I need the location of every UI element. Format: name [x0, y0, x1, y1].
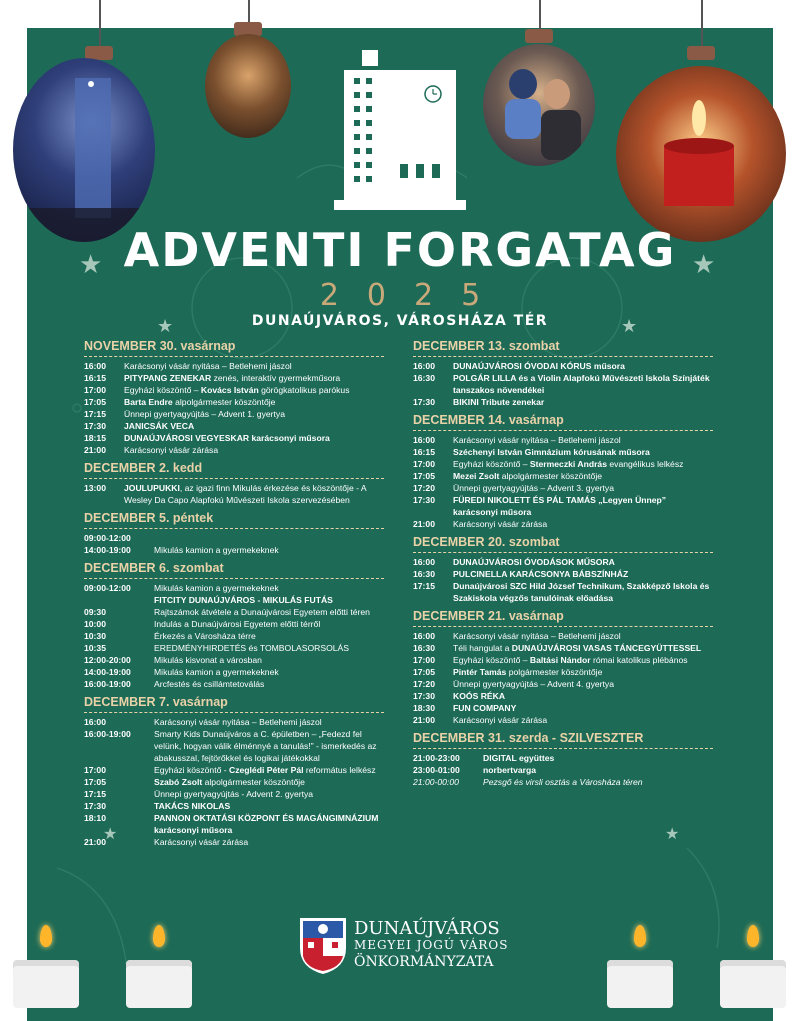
- row-time: 17:15: [84, 409, 106, 419]
- row-text-part: BIKINI Tribute zenekar: [453, 397, 545, 407]
- row-description: [154, 716, 384, 728]
- schedule-row: [413, 518, 713, 530]
- schedule-row: [84, 544, 384, 556]
- flame-icon: [634, 925, 646, 947]
- row-description: [154, 678, 384, 690]
- schedule-row: [84, 594, 384, 606]
- row-text-part: alpolgármester köszöntője: [202, 777, 305, 787]
- schedule-row: [84, 764, 384, 776]
- event-year: 2025: [319, 278, 509, 313]
- row-time: 16:30: [413, 569, 435, 579]
- ornament-string: [99, 0, 101, 52]
- candle-icon: [607, 960, 673, 1008]
- row-text-part: Mikulás kamion a gyermekeknek: [154, 583, 279, 593]
- row-description: [154, 594, 384, 606]
- row-description: [124, 444, 384, 456]
- row-time: 17:20: [413, 483, 435, 493]
- row-time: 17:05: [413, 667, 435, 677]
- schedule-row: [413, 580, 713, 604]
- schedule-row: [413, 396, 713, 408]
- ornament-photo-candle: [616, 66, 786, 242]
- row-description: [124, 384, 384, 396]
- schedule-row: [413, 702, 713, 714]
- schedule-day: [84, 338, 384, 456]
- row-text-part: Karácsonyi vásár nyitása – Betlehemi jászol: [453, 435, 621, 445]
- row-description: [154, 532, 384, 544]
- row-text-part: Arcfestés és csillámtetoválás: [154, 679, 265, 689]
- schedule-row: [413, 752, 713, 764]
- day-heading: DECEMBER 20. szombat: [413, 534, 713, 553]
- row-time: 10:00: [84, 619, 106, 629]
- row-description: [124, 420, 384, 432]
- row-time: 17:00: [413, 655, 435, 665]
- schedule-row: [84, 482, 384, 506]
- schedule-row: [413, 642, 713, 654]
- schedule-row: [84, 532, 384, 544]
- day-heading: DECEMBER 7. vasárnap: [84, 694, 384, 713]
- row-text-part: Dunaújvárosi SZC Hild József Technikum, Szakképző Iskola és Szakiskola végzős tanulóinak előadása: [453, 581, 710, 603]
- tower-silhouette: [13, 58, 155, 242]
- event-subtitle: DUNAÚJVÁROS, VÁROSHÁZA TÉR: [251, 313, 549, 329]
- row-description: [124, 482, 384, 506]
- row-text-part: , az igazi finn Mikulás érkezése és köszöntője - A Wesley Da Capo Alapfokú Művészeti Iskola szervezésében: [124, 483, 367, 505]
- day-heading: DECEMBER 31. szerda - SZILVESZTER: [413, 730, 713, 749]
- row-description: [154, 764, 384, 776]
- row-text-part: PITYPANG ZENEKAR: [124, 373, 212, 383]
- schedule-row: [413, 666, 713, 678]
- row-time: 18:15: [84, 433, 106, 443]
- row-text-part: Czeglédi Péter Pál: [229, 765, 304, 775]
- row-text-part: PANNON OKTATÁSI KÖZPONT ÉS MAGÁNGIMNÁZIUM karácsonyi műsora: [154, 813, 379, 835]
- schedule-day: [413, 608, 713, 726]
- row-text-part: Baltási Nándor: [529, 655, 591, 665]
- row-description: [453, 568, 713, 580]
- row-description: [124, 432, 384, 444]
- event-title: ADVENTI FORGATAG: [123, 223, 677, 277]
- row-description: [453, 690, 713, 702]
- schedule-row: [413, 446, 713, 458]
- row-text-part: FÜREDI NIKOLETT ÉS PÁL TAMÁS „Legyen Ünnep” karácsonyi műsora: [453, 495, 667, 517]
- row-description: [154, 812, 384, 836]
- row-time: 16:30: [413, 373, 435, 383]
- row-time: 14:00-19:00: [84, 545, 131, 555]
- row-time: 21:00: [413, 715, 435, 725]
- schedule-row: [413, 494, 713, 518]
- row-description: [154, 654, 384, 666]
- row-text-part: Egyházi köszöntő –: [124, 385, 201, 395]
- schedule-row: [84, 836, 384, 848]
- row-description: [453, 678, 713, 690]
- row-text-part: DUNAÚJVÁROSI VASAS TÁNCEGYÜTTESSEL: [511, 643, 702, 653]
- row-description: [453, 360, 713, 372]
- row-time: 17:20: [413, 679, 435, 689]
- schedule-row: [413, 482, 713, 494]
- row-description: [124, 396, 384, 408]
- row-time: 09:00-12:00: [84, 533, 131, 543]
- row-time: 09:30: [84, 607, 106, 617]
- row-time: 17:00: [84, 385, 106, 395]
- schedule-row: [413, 654, 713, 666]
- row-text-part: Ünnepi gyertyagyújtás – Advent 4. gyertya: [453, 679, 614, 689]
- row-time: 17:30: [84, 421, 106, 431]
- row-description: [154, 582, 384, 594]
- row-time: 21:00: [84, 445, 106, 455]
- flame-icon: [153, 925, 165, 947]
- row-text-part: Mikulás kamion a gyermekeknek: [154, 545, 279, 555]
- schedule-row: [413, 372, 713, 396]
- row-text-part: TAKÁCS NIKOLAS: [154, 801, 231, 811]
- row-time: 17:05: [84, 777, 106, 787]
- row-text-part: Karácsonyi vásár zárása: [453, 715, 548, 725]
- schedule-row: [84, 788, 384, 800]
- row-description: [453, 458, 713, 470]
- schedule-row: [84, 618, 384, 630]
- flame-icon: [747, 925, 759, 947]
- day-heading: DECEMBER 2. kedd: [84, 460, 384, 479]
- row-time: 17:30: [413, 691, 435, 701]
- row-text-part: DUNAÚJVÁROSI VEGYESKAR karácsonyi műsora: [124, 433, 330, 443]
- row-text-part: Mikulás kamion a gyermekeknek: [154, 667, 279, 677]
- row-text-part: JANICSÁK VECA: [124, 421, 195, 431]
- row-description: [453, 396, 713, 408]
- schedule-row: [413, 434, 713, 446]
- row-time: 10:35: [84, 643, 106, 653]
- row-text-part: Kovács István: [200, 385, 259, 395]
- row-description: [453, 470, 713, 482]
- schedule-row: [84, 666, 384, 678]
- row-text-part: Egyházi köszöntő –: [453, 459, 530, 469]
- row-description: [154, 666, 384, 678]
- row-description: [453, 702, 713, 714]
- row-text-part: Széchenyi István Gimnázium kórusának műsora: [453, 447, 650, 457]
- ornament-photo-family: [483, 44, 595, 166]
- row-time: 16:00-19:00: [84, 679, 131, 689]
- row-time: 21:00: [84, 837, 106, 847]
- row-text-part: Karácsonyi vásár zárása: [453, 519, 548, 529]
- row-time: 16:00: [84, 717, 106, 727]
- row-time: 14:00-19:00: [84, 667, 131, 677]
- schedule-row: [84, 654, 384, 666]
- row-description: [453, 580, 713, 604]
- row-text-part: Ünnepi gyertyagyújtás – Advent 3. gyertya: [453, 483, 614, 493]
- row-description: [124, 408, 384, 420]
- row-description: [453, 372, 713, 396]
- schedule-row: [413, 556, 713, 568]
- schedule-row: [84, 630, 384, 642]
- row-time: 16:00-19:00: [84, 729, 131, 739]
- row-time: 21:00-23:00: [413, 753, 460, 763]
- row-text-part: Ünnepi gyertyagyújtás – Advent 1. gyertya: [124, 409, 285, 419]
- schedule-row: [84, 432, 384, 444]
- row-text-part: zenés, interaktív gyermekműsora: [211, 373, 341, 383]
- row-time: 16:30: [413, 643, 435, 653]
- row-description: [154, 630, 384, 642]
- schedule-day: [84, 560, 384, 690]
- star-icon: ★: [692, 250, 716, 280]
- schedule-row: [413, 568, 713, 580]
- schedule-day: [84, 460, 384, 506]
- star-icon: ★: [157, 316, 174, 337]
- row-text-part: EREDMÉNYHIRDETÉS és TOMBOLASORSOLÁS: [154, 643, 349, 653]
- row-text-part: Egyházi köszöntő –: [453, 655, 530, 665]
- row-text-part: alpolgármester köszöntője: [499, 471, 603, 481]
- schedule-row: [84, 642, 384, 654]
- row-time: 17:00: [413, 459, 435, 469]
- row-description: [453, 494, 713, 518]
- logo-line-3: ÖNKORMÁNYZATA: [354, 954, 494, 970]
- schedule-row: [84, 606, 384, 618]
- logo-text: [354, 920, 508, 971]
- row-text-part: Szabó Zsolt: [154, 777, 203, 787]
- schedule-row: [84, 716, 384, 728]
- schedule-day: [413, 412, 713, 530]
- row-time: 18:10: [84, 813, 106, 823]
- row-time: 17:15: [413, 581, 435, 591]
- row-time: 16:00: [413, 361, 435, 371]
- day-heading: DECEMBER 5. péntek: [84, 510, 384, 529]
- row-text-part: római katolikus plébános: [590, 655, 688, 665]
- schedule-row: [84, 372, 384, 384]
- row-text-part: KOÓS RÉKA: [453, 691, 506, 701]
- logo-line-1: DUNAÚJVÁROS: [354, 918, 500, 939]
- schedule-row: [413, 714, 713, 726]
- ornament-string: [701, 0, 703, 52]
- row-text-part: alpolgármester köszöntője: [172, 397, 276, 407]
- row-time: 21:00-00:00: [413, 777, 459, 787]
- row-description: [453, 434, 713, 446]
- schedule-row: [84, 408, 384, 420]
- schedule-row: [413, 630, 713, 642]
- row-text-part: Karácsonyi vásár nyitása – Betlehemi jászol: [124, 361, 292, 371]
- row-description: [453, 642, 713, 654]
- candle-icon: [13, 960, 79, 1008]
- schedule-row: [413, 690, 713, 702]
- row-time: 17:30: [413, 495, 435, 505]
- row-time: 17:15: [84, 789, 106, 799]
- row-description: [453, 714, 713, 726]
- row-text-part: evangélikus lelkész: [606, 459, 684, 469]
- star-icon: ★: [665, 824, 680, 843]
- row-description: [154, 800, 384, 812]
- schedule-row: [84, 384, 384, 396]
- schedule-row: [413, 458, 713, 470]
- schedule-row: [84, 582, 384, 594]
- star-icon: ★: [621, 316, 638, 337]
- ornament-photo-market: [205, 34, 291, 138]
- schedule-day: [413, 338, 713, 408]
- schedule-row: [413, 678, 713, 690]
- schedule-row: [413, 360, 713, 372]
- row-time: 18:30: [413, 703, 435, 713]
- row-description: [154, 618, 384, 630]
- schedule-row: [84, 360, 384, 372]
- row-description: [483, 752, 713, 764]
- row-text-part: Barta Endre: [124, 397, 173, 407]
- row-text-part: Smarty Kids Dunaújváros a C. épületben – „Fedezd fel velünk, hogyan válik élménnyé a tanulás!” - ismerkedés az abakusszal, fejtörőkkel és logikai játékokkal: [154, 729, 377, 763]
- row-description: [154, 544, 384, 556]
- row-text-part: Pezsgő és virsli osztás a Városháza téren: [483, 777, 643, 787]
- logo-line-2: MEGYEI JOGÚ VÁROS: [354, 938, 509, 952]
- row-time: 12:00-20:00: [84, 655, 131, 665]
- row-text-part: FITCITY DUNAÚJVÁROS - MIKULÁS FUTÁS: [154, 595, 333, 605]
- row-time: 21:00: [413, 519, 435, 529]
- row-description: [453, 482, 713, 494]
- day-heading: NOVEMBER 30. vasárnap: [84, 338, 384, 357]
- schedule-row: [84, 800, 384, 812]
- row-time: 16:00: [413, 631, 435, 641]
- day-heading: DECEMBER 14. vasárnap: [413, 412, 713, 431]
- row-text-part: Pintér Tamás: [453, 667, 507, 677]
- row-text-part: DUNAÚJVÁROSI ÓVODAI KÓRUS műsora: [453, 361, 625, 371]
- row-text-part: DUNAÚJVÁROSI ÓVODÁSOK MŰSORA: [453, 557, 615, 567]
- candle-icon: [126, 960, 192, 1008]
- row-text-part: református lelkész: [303, 765, 376, 775]
- ornament-cap: [687, 46, 715, 60]
- row-time: 17:00: [84, 765, 106, 775]
- row-time: 16:00: [413, 435, 435, 445]
- row-description: [453, 666, 713, 678]
- row-text-part: DIGITAL együttes: [483, 753, 555, 763]
- schedule-row: [84, 396, 384, 408]
- day-heading: DECEMBER 21. vasárnap: [413, 608, 713, 627]
- row-description: [453, 654, 713, 666]
- row-description: [154, 642, 384, 654]
- star-icon: ★: [79, 250, 103, 280]
- row-description: [453, 556, 713, 568]
- row-text-part: Ünnepi gyertyagyújtás - Advent 2. gyertya: [154, 789, 314, 799]
- row-description: [124, 372, 384, 384]
- city-hall-tower-illustration: [330, 44, 470, 220]
- row-description: [154, 788, 384, 800]
- row-time: 13:00: [84, 483, 106, 493]
- row-text-part: PULCINELLA KARÁCSONYA BÁBSZÍNHÁZ: [453, 569, 629, 579]
- day-heading: DECEMBER 13. szombat: [413, 338, 713, 357]
- row-text-part: Karácsonyi vásár zárása: [154, 837, 249, 847]
- coat-of-arms-icon: [298, 916, 348, 976]
- row-description: [483, 776, 713, 788]
- schedule-left-column: [84, 338, 384, 852]
- row-text-part: Egyházi köszöntő -: [154, 765, 229, 775]
- schedule-row: [84, 678, 384, 690]
- row-text-part: FUN COMPANY: [453, 703, 517, 713]
- row-text-part: Rajtszámok átvétele a Dunaújvárosi Egyetem előtti téren: [154, 607, 370, 617]
- row-time: 16:15: [413, 447, 435, 457]
- row-text-part: POLGÁR LILLA és a Violin Alapfokú Művészeti Iskola Színjáték tanszakos növendékei: [453, 373, 710, 395]
- row-text-part: polgármester köszöntője: [506, 667, 603, 677]
- candle-icon: [720, 960, 786, 1008]
- schedule-row: [84, 728, 384, 764]
- row-time: [84, 594, 154, 606]
- row-time: 17:05: [84, 397, 106, 407]
- row-text-part: JOULUPUKKI: [124, 483, 180, 493]
- row-text-part: Érkezés a Városháza térre: [154, 631, 256, 641]
- row-time: 23:00-01:00: [413, 765, 460, 775]
- row-time: 09:00-12:00: [84, 583, 131, 593]
- schedule-day: [84, 510, 384, 556]
- row-time: 16:00: [84, 361, 106, 371]
- star-icon: ★: [103, 824, 118, 843]
- row-description: [154, 728, 384, 764]
- row-text-part: Karácsonyi vásár nyitása – Betlehemi jászol: [154, 717, 322, 727]
- row-time: 16:15: [84, 373, 106, 383]
- row-text-part: görögkatolikus parókus: [258, 385, 350, 395]
- row-text-part: Mikulás kisvonat a városban: [154, 655, 262, 665]
- row-description: [154, 776, 384, 788]
- candle-illustration: [616, 66, 786, 242]
- schedule-row: [84, 444, 384, 456]
- row-description: [453, 446, 713, 458]
- row-time: 10:30: [84, 631, 106, 641]
- row-text-part: Indulás a Dunaújvárosi Egyetem előtti térről: [154, 619, 321, 629]
- schedule-row: [84, 776, 384, 788]
- row-text-part: Téli hangulat a: [453, 643, 512, 653]
- row-text-part: Karácsonyi vásár zárása: [124, 445, 219, 455]
- day-heading: DECEMBER 6. szombat: [84, 560, 384, 579]
- schedule-right-column: [413, 338, 713, 792]
- flame-icon: [40, 925, 52, 947]
- city-logo: [298, 916, 508, 976]
- row-description: [453, 630, 713, 642]
- schedule-day: [413, 534, 713, 604]
- row-description: [483, 764, 713, 776]
- schedule-day: [84, 694, 384, 848]
- schedule-row: [84, 812, 384, 836]
- row-description: [453, 518, 713, 530]
- ornament-cap: [525, 29, 553, 43]
- row-time: 17:30: [84, 801, 106, 811]
- row-time: 17:30: [413, 397, 435, 407]
- row-text-part: Stermeczki András: [529, 459, 607, 469]
- ornament-photo-tower: [13, 58, 155, 242]
- schedule-row: [413, 776, 713, 788]
- schedule-row: [413, 470, 713, 482]
- row-time: 17:05: [413, 471, 435, 481]
- row-time: 16:00: [413, 557, 435, 567]
- row-text-part: norbertvarga: [483, 765, 537, 775]
- row-text-part: Karácsonyi vásár nyitása – Betlehemi jászol: [453, 631, 621, 641]
- row-description: [154, 836, 384, 848]
- family-silhouette: [483, 44, 595, 166]
- row-text-part: Mezei Zsolt: [453, 471, 500, 481]
- schedule-row: [413, 764, 713, 776]
- schedule-row: [84, 420, 384, 432]
- row-description: [124, 360, 384, 372]
- schedule-day: [413, 730, 713, 788]
- row-description: [154, 606, 384, 618]
